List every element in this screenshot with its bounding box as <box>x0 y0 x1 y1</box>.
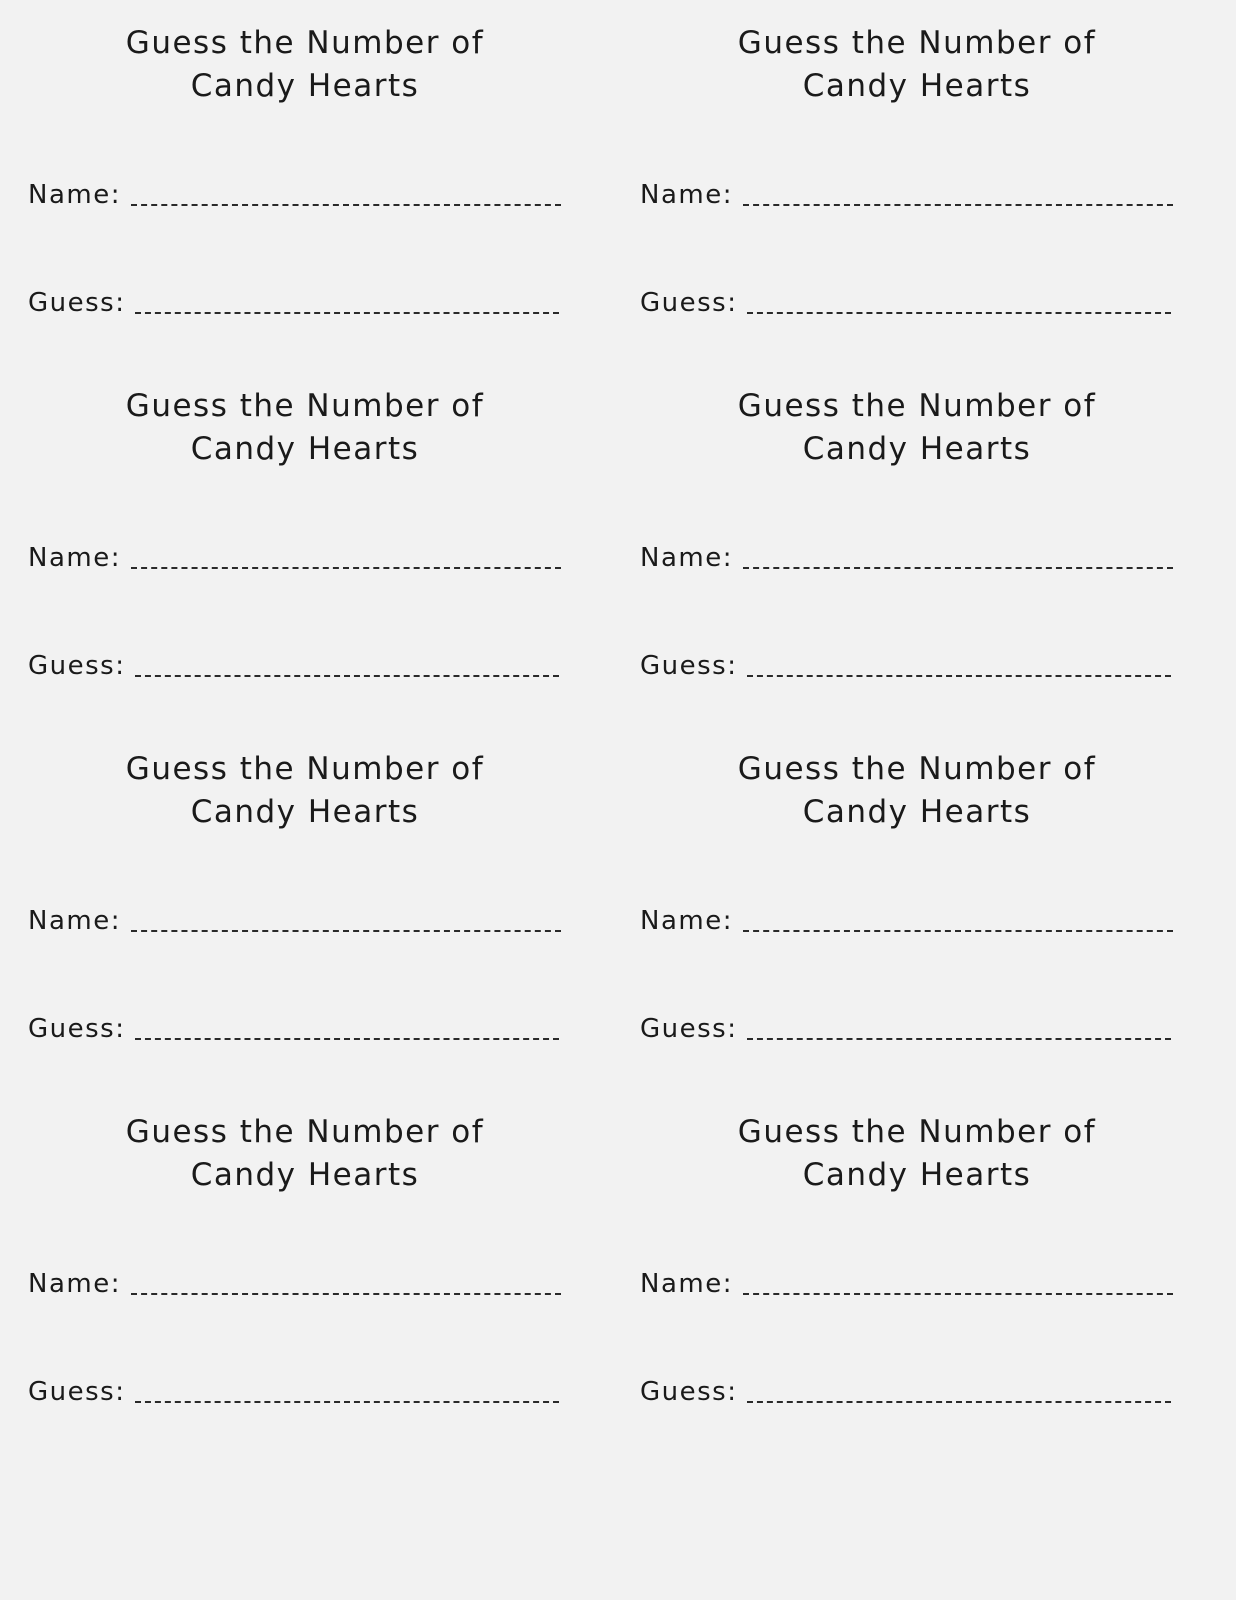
name-label: Name: <box>28 1269 121 1299</box>
guess-field[interactable] <box>28 1014 559 1044</box>
slip-title-line-1: Guess the Number of <box>737 1114 1097 1150</box>
name-field[interactable] <box>28 906 561 936</box>
name-write-line[interactable] <box>131 567 561 569</box>
slip-title-line-2: Candy Hearts <box>802 68 1032 104</box>
name-label: Name: <box>28 180 121 210</box>
name-label: Name: <box>28 543 121 573</box>
slip-title <box>0 22 610 108</box>
name-write-line[interactable] <box>131 204 561 206</box>
name-write-line[interactable] <box>131 930 561 932</box>
guess-write-line[interactable] <box>747 675 1171 677</box>
guess-label: Guess: <box>28 288 126 318</box>
name-field[interactable] <box>640 543 1173 573</box>
name-write-line[interactable] <box>743 567 1173 569</box>
slip-title <box>612 385 1222 471</box>
slip-title <box>0 748 610 834</box>
guess-slip <box>612 0 1212 360</box>
guess-field[interactable] <box>28 651 559 681</box>
guess-field[interactable] <box>28 288 559 318</box>
slip-title <box>612 748 1222 834</box>
guess-write-line[interactable] <box>747 312 1171 314</box>
guess-slip <box>0 0 600 360</box>
guess-field[interactable] <box>640 1014 1171 1044</box>
guess-write-line[interactable] <box>135 675 559 677</box>
guess-label: Guess: <box>640 651 738 681</box>
name-field[interactable] <box>28 1269 561 1299</box>
guess-field[interactable] <box>640 651 1171 681</box>
name-write-line[interactable] <box>131 1293 561 1295</box>
name-field[interactable] <box>640 1269 1173 1299</box>
slip-title-line-2: Candy Hearts <box>190 68 420 104</box>
name-label: Name: <box>640 543 733 573</box>
name-write-line[interactable] <box>743 204 1173 206</box>
guess-write-line[interactable] <box>135 1038 559 1040</box>
guess-field[interactable] <box>28 1377 559 1407</box>
name-field[interactable] <box>640 180 1173 210</box>
name-write-line[interactable] <box>743 930 1173 932</box>
guess-label: Guess: <box>28 651 126 681</box>
guess-slip <box>0 726 600 1086</box>
slip-title-line-2: Candy Hearts <box>802 431 1032 467</box>
guess-slip <box>612 1089 1212 1449</box>
guess-label: Guess: <box>640 288 738 318</box>
guess-field[interactable] <box>640 288 1171 318</box>
guess-write-line[interactable] <box>135 1401 559 1403</box>
slip-title-line-1: Guess the Number of <box>737 388 1097 424</box>
slip-title-line-2: Candy Hearts <box>190 431 420 467</box>
guess-slip <box>612 363 1212 723</box>
slip-title-line-1: Guess the Number of <box>125 1114 485 1150</box>
name-label: Name: <box>640 906 733 936</box>
slip-title-line-1: Guess the Number of <box>125 388 485 424</box>
slip-title-line-1: Guess the Number of <box>125 751 485 787</box>
slip-title-line-1: Guess the Number of <box>125 25 485 61</box>
slip-title <box>612 22 1222 108</box>
guess-label: Guess: <box>640 1377 738 1407</box>
guess-write-line[interactable] <box>135 312 559 314</box>
slip-title-line-2: Candy Hearts <box>190 794 420 830</box>
name-label: Name: <box>640 1269 733 1299</box>
slip-title <box>0 1111 610 1197</box>
name-write-line[interactable] <box>743 1293 1173 1295</box>
guess-field[interactable] <box>640 1377 1171 1407</box>
slip-title-line-2: Candy Hearts <box>802 1157 1032 1193</box>
guess-slip <box>612 726 1212 1086</box>
guess-slip <box>0 1089 600 1449</box>
name-label: Name: <box>640 180 733 210</box>
slip-title <box>0 385 610 471</box>
name-field[interactable] <box>640 906 1173 936</box>
guess-write-line[interactable] <box>747 1038 1171 1040</box>
slip-title-line-1: Guess the Number of <box>737 751 1097 787</box>
name-field[interactable] <box>28 180 561 210</box>
name-label: Name: <box>28 906 121 936</box>
guess-label: Guess: <box>28 1014 126 1044</box>
slip-title-line-1: Guess the Number of <box>737 25 1097 61</box>
guess-label: Guess: <box>640 1014 738 1044</box>
name-field[interactable] <box>28 543 561 573</box>
guess-label: Guess: <box>28 1377 126 1407</box>
guess-slip <box>0 363 600 723</box>
guess-write-line[interactable] <box>747 1401 1171 1403</box>
slip-title-line-2: Candy Hearts <box>190 1157 420 1193</box>
slip-title-line-2: Candy Hearts <box>802 794 1032 830</box>
slip-title <box>612 1111 1222 1197</box>
